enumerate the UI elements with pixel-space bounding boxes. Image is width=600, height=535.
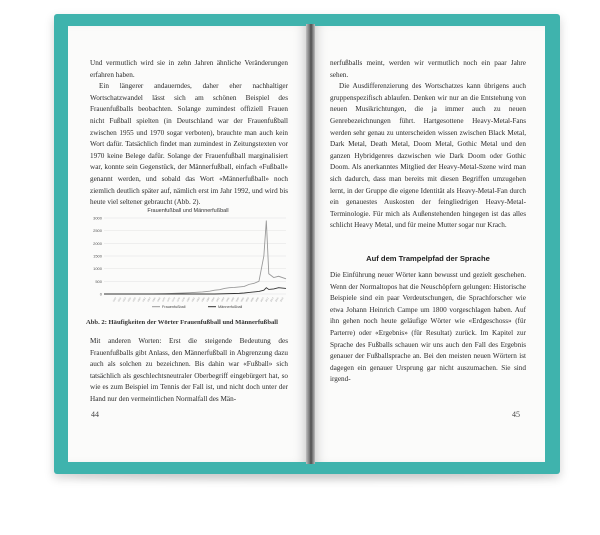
x-tick-label: 1990 [210, 297, 216, 303]
x-tick-label: 1950 [112, 297, 118, 303]
y-tick-label: 3000 [93, 215, 102, 221]
legend-label: Frauenfußball [162, 305, 186, 309]
series-line-männerfußball [104, 288, 286, 294]
left-paragraph-3: Mit anderen Worten: Erst die steigende Bedeutung des Frauenfußballs gibt Anlass, den Männerfußball in Abgrenzung dazu auch als solchen zu bezeichnen. Bis dahin war «Fußball» sich tatsächlich als geschlechtsneutraler Oberbegriff eingebürgert hat, so wie es zum Beispiel im Tennis der Fall ist, und nicht doch unter der Hand nur den vermeintlichen Normalfall des Män- [90, 337, 288, 403]
x-tick-label: 1972 [166, 297, 172, 303]
x-tick-label: 2018 [279, 297, 285, 303]
x-tick-label: 1976 [176, 297, 182, 303]
x-tick-label: 1978 [181, 297, 187, 303]
section-heading: Auf dem Trampelpfad der Sprache [366, 254, 490, 263]
word-frequency-chart [86, 204, 290, 314]
x-tick-label: 1996 [225, 297, 231, 303]
book-gutter [306, 24, 315, 464]
x-tick-label: 1994 [220, 297, 226, 303]
x-tick-label: 1982 [190, 297, 196, 303]
left-text-bottom [90, 336, 288, 406]
x-tick-label: 1980 [185, 297, 191, 303]
x-tick-label: 1962 [141, 297, 147, 303]
legend-label: Männerfußball [218, 305, 243, 309]
left-paragraph-1: Und vermutlich wird sie in zehn Jahren ähnliche Veränderungen erfahren haben. [90, 59, 288, 79]
x-tick-label: 2000 [235, 297, 241, 303]
x-tick-label: 1952 [117, 297, 123, 303]
y-tick-label: 1500 [93, 253, 102, 259]
y-tick-label: 0 [99, 291, 102, 297]
x-tick-label: 2014 [269, 297, 275, 303]
x-tick-label: 2012 [264, 297, 270, 303]
y-tick-label: 2500 [93, 228, 102, 234]
figure-caption: Abb. 2: Häufigkeiten der Wörter Frauenfußball und Männerfußball [86, 319, 278, 326]
right-text-bottom [330, 270, 526, 386]
right-paragraph-1: nerfußballs meint, werden wir vermutlich noch ein paar Jahre sehen. [330, 59, 526, 79]
x-tick-label: 1956 [126, 297, 132, 303]
x-tick-label: 1960 [136, 297, 142, 303]
x-tick-label: 2006 [249, 297, 255, 303]
x-tick-label: 1954 [122, 297, 128, 303]
x-tick-label: 1984 [195, 297, 201, 303]
right-text-top [330, 58, 526, 232]
x-tick-label: 2004 [244, 297, 250, 303]
x-tick-label: 1986 [200, 297, 206, 303]
left-paragraph-2: Ein längerer andauerndes, daher eher nachhaltiger Wortschatzwandel lässt sich am schönen Beispiel des Frauenfußballs beobachten. Solange zumindest offiziell Frauen nicht Fußball spielten (in Deutschland war der Frauenfußball zwischen 1955 und 1970 sogar verboten), brauchte man auch kein Wort dafür. Tatsächlich findet man zumindest in Zeitungstexten vor 1970 keine Belege dafür. Solange der Frauenfußball marginalisiert war, konnte sein Gegenstück, der Männerfußball, einfach «Fußball» genannt werden, und sobald das Wort «Männerfußball» noch ziemlich deutlich später auf, nämlich erst im Jahr 1992, und wird bis heute viel seltener gebraucht (Abb. 2). [90, 82, 288, 207]
right-paragraph-3: Die Einführung neuer Wörter kann bewusst und gezielt geschehen. Wenn der Normaltopos hat die Neuschöpfern gelungen: Historische Beispiele sind ein paar Verdeutschungen, die Sprachforscher wie etwa Johann Heinrich Campe um 1800 vorgeschlagen haben. Auf ihn gehen noch heute geläufige Wörter wie «Erdgeschoss» (für Parterre) oder «Ergebnis» (für Resultat) zurück. Im Kapitel zur Sprache des Fußballs schauen wir uns auch den Fall des Ergebnis genauer der Fußballsprache an. Bei den meisten neuen Wörtern ist dagegen ein genauer Ursprung gar nicht auszumachen. Sie sind irgend- [330, 271, 526, 384]
x-tick-label: 1958 [131, 297, 137, 303]
chart-title: Frauenfußball und Männerfußball [147, 208, 229, 214]
x-tick-label: 2002 [240, 297, 246, 303]
right-paragraph-2: Die Ausdifferenzierung des Wortschatzes kann übrigens auch gruppenspezifisch ablaufen. Denken wir nur an die Entstehung von neuen Musikrichtungen, die ja immer auch zu neuen Genrebezeichnungen führt. Hartgesottene Heavy-Metal-Fans werden sehr genau zu unterscheiden wissen zwischen Black Metal, Dark Metal, Death Metal, Doom Metal, Gothic Metal und den ganzen Hybridgenres dazwischen wie Dark Doom oder Gothic Doom. Als anerkanntes Mitglied der Heavy-Metal-Szene wird man sich dadurch, dass man bereits mit diesen Begriffen umzugehen lernt, in der Gruppe die eigene Identität als Heavy-Metal-Fan durch ein genauestes Auskosten der feingliedrigen Heavy-Metal-Terminologie. Für mich als Außenstehenden hingegen ist das alles schlicht Heavy Metal, und für meine Mutter sogar nur Krach. [330, 82, 526, 230]
x-tick-label: 1988 [205, 297, 211, 303]
y-tick-label: 500 [95, 278, 102, 284]
x-tick-label: 1966 [151, 297, 157, 303]
right-page-number: 45 [512, 410, 520, 419]
x-tick-label: 2008 [254, 297, 260, 303]
x-tick-label: 1970 [161, 297, 167, 303]
x-tick-label: 1974 [171, 297, 177, 303]
x-tick-label: 2010 [259, 297, 265, 303]
x-tick-label: 1964 [146, 297, 152, 303]
y-tick-label: 2000 [93, 240, 102, 246]
series-line-frauenfußball [104, 221, 286, 294]
left-page-number: 44 [91, 410, 99, 419]
x-tick-label: 2016 [274, 297, 280, 303]
left-text-top [90, 58, 288, 209]
x-tick-label: 1998 [230, 297, 236, 303]
x-tick-label: 1968 [156, 297, 162, 303]
y-tick-label: 1000 [93, 266, 102, 272]
x-tick-label: 1992 [215, 297, 221, 303]
